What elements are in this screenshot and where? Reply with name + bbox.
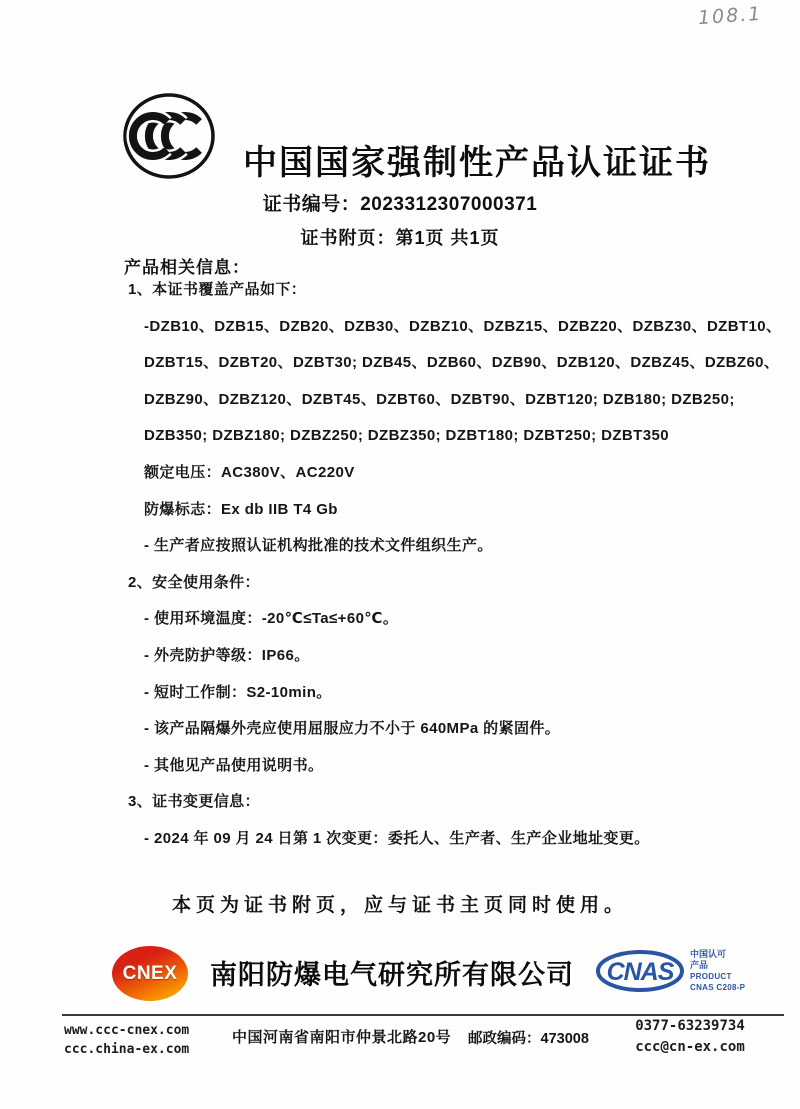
body-line: 3、证书变更信息： [128, 793, 260, 811]
cnas-accreditation-block [594, 945, 745, 997]
ccc-mark-icon [122, 92, 216, 185]
postal-code-label: 邮政编码： [468, 1031, 541, 1047]
body-line: 额定电压：AC380V、AC220V [144, 463, 355, 481]
contact-phone: 0377-63239734 [635, 1018, 745, 1034]
body-line: DZB350; DZBZ180; DZBZ250; DZBZ350; DZBT180; DZBT250; DZBT350 [144, 427, 669, 445]
contact-postal [468, 1027, 589, 1048]
body-line: - 使用环境温度：-20℃≤Ta≤+60℃。 [144, 610, 399, 628]
cnex-logo-text: CNEX [122, 962, 178, 984]
body-line: -DZB10、DZB15、DZB20、DZB30、DZBZ10、DZBZ15、DZBZ20、DZBZ30、DZBT10、 [144, 317, 782, 335]
certificate-appendix-label: 证书附页： [300, 228, 396, 248]
body-line: 1、本证书覆盖产品如下： [128, 281, 307, 298]
certificate-appendix-value: 第1页 共1页 [395, 228, 500, 248]
cnas-logo [594, 945, 686, 997]
appendix-usage-note: 本页为证书附页，应与证书主页同时使用。 [171, 895, 628, 916]
body-line: - 其他见产品使用说明书。 [144, 756, 324, 774]
body-line: - 2024 年 09 月 24 日第 1 次变更：委托人、生产者、生产企业地址变更。 [144, 829, 650, 847]
contact-phone-email [596, 1016, 784, 1058]
body-line: DZBT15、DZBT20、DZBT30; DZB45、DZB60、DZB90、DZB120、DZBZ45、DZBZ60、 [144, 354, 780, 372]
contact-url-1: www.ccc-cnex.com [64, 1023, 190, 1038]
cnex-logo [112, 946, 188, 1001]
contact-url-2: ccc.china-ex.com [64, 1042, 190, 1057]
cnas-logo-text: CNAS [606, 958, 674, 986]
contact-urls [64, 1021, 189, 1059]
certificate-title: 中国国家强制性产品认证证书 [243, 143, 711, 182]
certificate-appendix-line [0, 224, 800, 250]
body-line: - 短时工作制：S2-10min。 [144, 683, 332, 701]
certificate-body [128, 272, 782, 858]
product-info-heading: 产品相关信息： [124, 258, 250, 277]
cnas-side-line3: PRODUCT [690, 972, 732, 981]
issuer-company-name: 南阳防爆电气研究所有限公司 [210, 960, 574, 990]
certificate-number: 2023312307000371 [360, 194, 538, 215]
cnas-side-text [690, 949, 745, 993]
contact-address: 中国河南省南阳市仲景北路20号 [232, 1029, 452, 1046]
body-line: 防爆标志：Ex db IIB T4 Gb [144, 500, 338, 518]
postal-code-value: 473008 [540, 1031, 589, 1047]
cnas-side-line1: 中国认可 [690, 949, 727, 959]
cnas-side-line4: CNAS C208-P [690, 983, 746, 992]
body-line: DZBZ90、DZBZ120、DZBT45、DZBT60、DZBT90、DZBT120; DZB180; DZB250; [144, 390, 735, 408]
certificate-number-line [0, 189, 800, 216]
body-line: - 该产品隔爆外壳应使用屈服应力不小于 640MPa 的紧固件。 [144, 720, 561, 738]
certificate-number-label: 证书编号： [262, 194, 361, 215]
handwritten-page-number: 108.1 [697, 2, 764, 30]
body-line: 2、安全使用条件： [128, 573, 260, 591]
cnas-side-line2: 产品 [690, 960, 709, 970]
body-line: - 外壳防护等级：IP66。 [144, 646, 310, 664]
contact-email: ccc@cn-ex.com [635, 1039, 745, 1055]
body-line: - 生产者应按照认证机构批准的技术文件组织生产。 [144, 537, 493, 555]
